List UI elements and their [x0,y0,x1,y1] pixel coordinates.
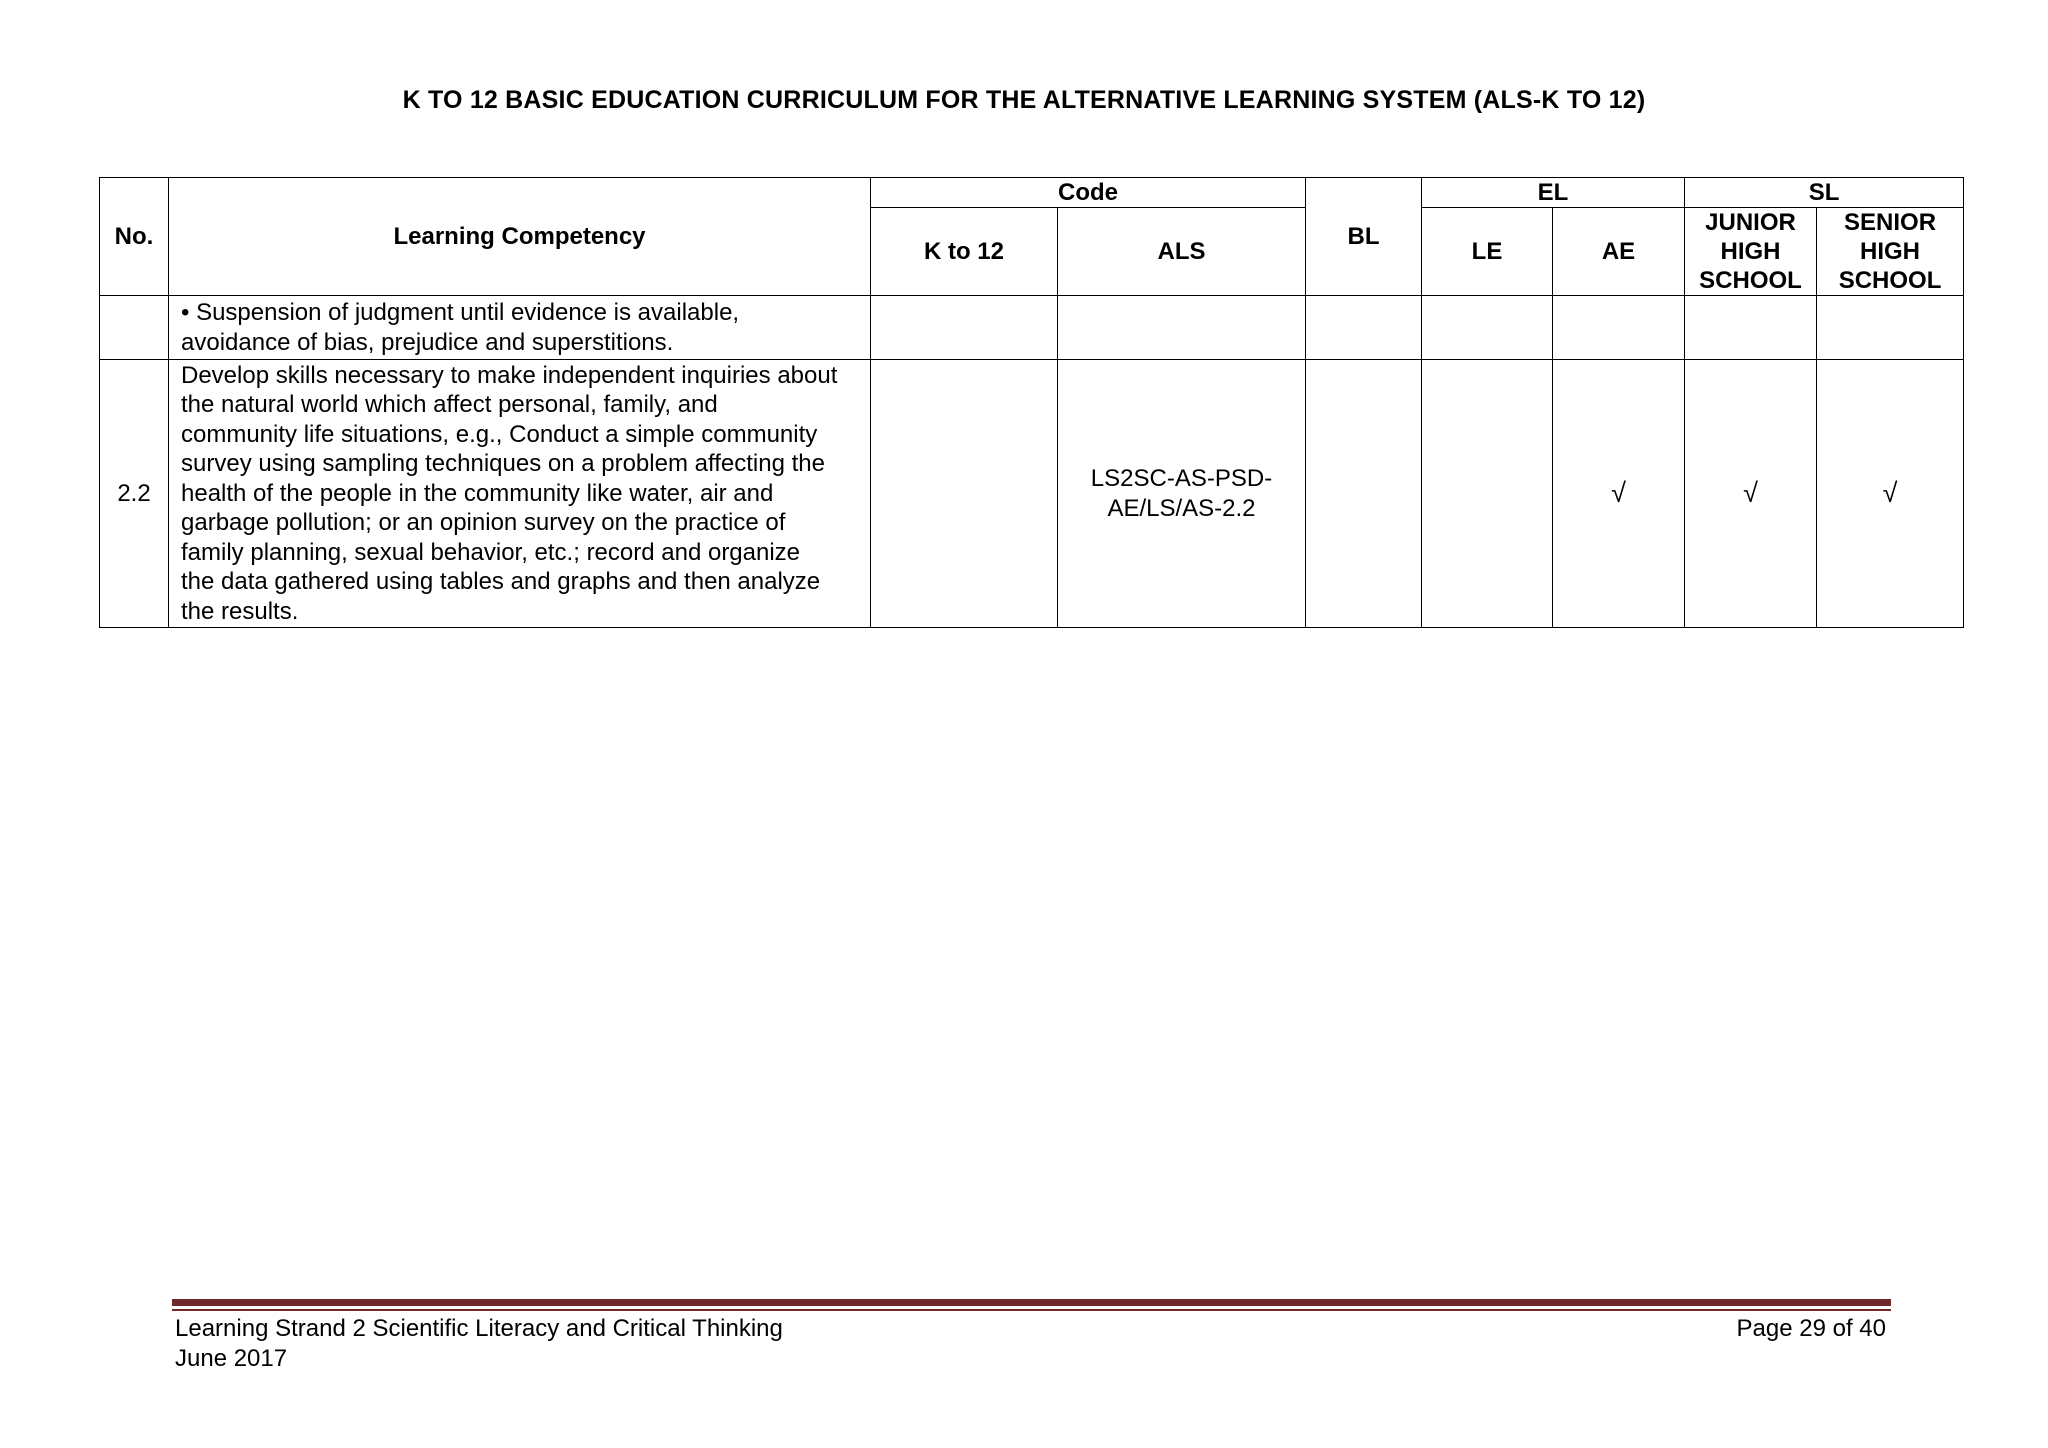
competency-line: health of the people in the community like water, air and [181,479,774,507]
footer-rule [172,1299,1891,1306]
footer-date: June 2017 [175,1345,288,1372]
header-shs-line: SCHOOL [1838,267,1942,294]
header-el: EL [1422,178,1685,208]
table-row [100,296,1964,360]
footer-strand: Learning Strand 2 Scientific Literacy and Critical Thinking [175,1315,783,1342]
row-number: 2.2 [100,360,169,628]
learning-competency-text [169,296,871,360]
als-code-line: LS2SC-AS-PSD- [1090,465,1273,492]
header-ae: AE [1553,208,1685,296]
learning-competency-text [169,360,871,628]
header-shs-line: SENIOR [1844,209,1937,236]
le-mark [1422,296,1553,360]
competency-line: survey using sampling techniques on a problem affecting the [181,450,825,478]
jhs-mark [1685,296,1817,360]
competency-line: avoidance of bias, prejudice and superstitions. [181,328,674,356]
bl-mark [1306,360,1422,628]
header-sl: SL [1685,178,1964,208]
table-header [100,178,1964,296]
competency-line: family planning, sexual behavior, etc.; record and organize [181,538,801,566]
footer-rule-thin [172,1309,1891,1311]
header-als: ALS [1058,208,1306,296]
le-mark [1422,360,1553,628]
competency-line: the natural world which affect personal, family, and [181,391,718,419]
footer-left [175,1314,783,1374]
jhs-checkmark: √ [1685,360,1817,628]
shs-checkmark: √ [1817,360,1964,628]
k-to-12-code [871,360,1058,628]
header-learning-competency: Learning Competency [169,178,871,296]
als-code [1058,296,1306,360]
row-number [100,296,169,360]
table-row [100,360,1964,628]
competency-line: Develop skills necessary to make independent inquiries about [181,361,838,389]
k-to-12-code [871,296,1058,360]
bl-mark [1306,296,1422,360]
header-le: LE [1422,208,1553,296]
header-code: Code [871,178,1306,208]
header-senior-high-school [1817,208,1964,296]
competency-line: the results. [181,597,299,625]
competency-line: the data gathered using tables and graphs and then analyze [181,568,821,596]
shs-mark [1817,296,1964,360]
header-jhs-line: SCHOOL [1699,267,1802,294]
competency-line: • Suspension of judgment until evidence is available, [181,299,740,326]
header-shs-line: HIGH [1860,238,1921,265]
als-code-line: AE/LS/AS-2.2 [1107,494,1256,522]
als-code [1058,360,1306,628]
table-body [100,296,1964,628]
header-jhs-line: JUNIOR [1705,209,1796,236]
ae-mark [1553,296,1685,360]
curriculum-table [99,177,1964,628]
page-number: Page 29 of 40 [1736,1315,1886,1342]
header-jhs-line: HIGH [1720,238,1781,265]
document-title: K TO 12 BASIC EDUCATION CURRICULUM FOR THE ALTERNATIVE LEARNING SYSTEM (ALS-K TO 12) [402,86,1646,114]
ae-checkmark: √ [1553,360,1685,628]
header-k-to-12: K to 12 [871,208,1058,296]
header-no: No. [100,178,169,296]
competency-line: garbage pollution; or an opinion survey on the practice of [181,509,786,537]
competency-line: community life situations, e.g., Conduct a simple community [181,420,818,448]
header-bl: BL [1306,178,1422,296]
header-junior-high-school [1685,208,1817,296]
